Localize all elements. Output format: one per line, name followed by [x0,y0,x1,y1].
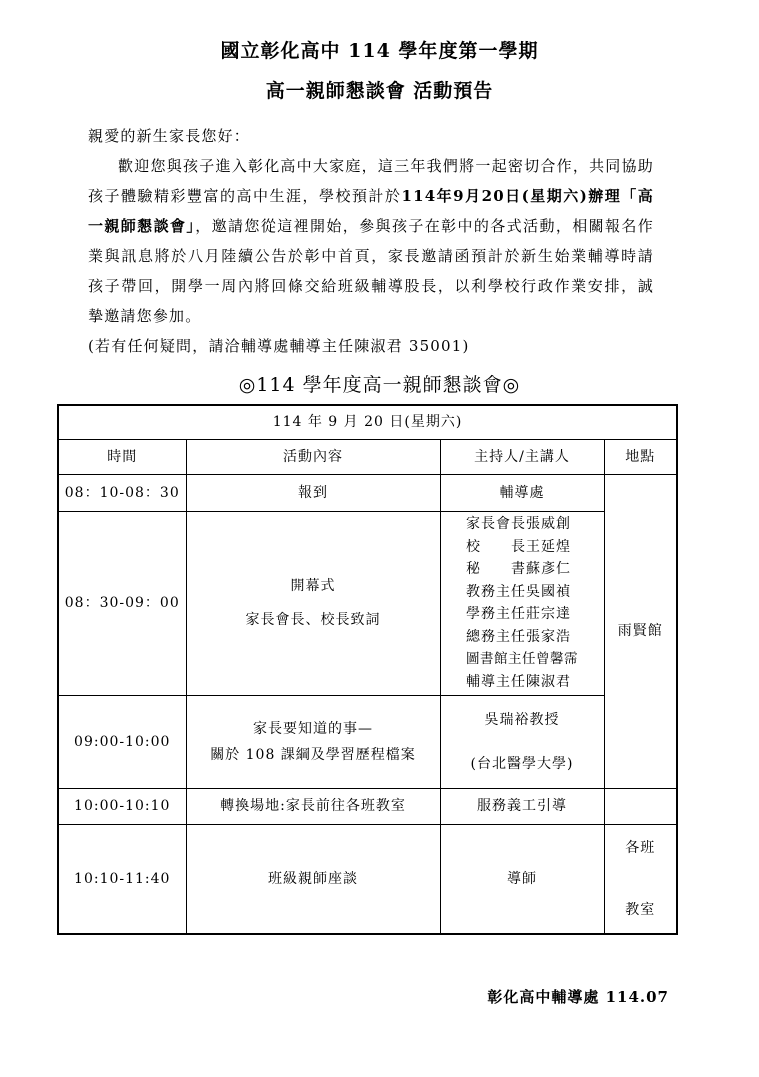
column-header-host: 主持人/主講人 [440,439,604,474]
row-time: 08：10-08：30 [58,474,186,511]
document-subtitle: 高一親師懇談會 活動預告 [265,80,494,102]
schedule-table [57,404,678,935]
footer-signature: 彰化高中輔導處 114.07 [487,988,669,1006]
host-line: (台北醫學大學) [470,755,574,772]
location-line: 各班 [625,839,656,856]
letter-greeting: 親愛的新生家長您好： [88,127,251,145]
activity-line: 開幕式 [290,578,336,594]
row-time: 10:00-10:10 [58,788,186,824]
row-host: 服務義工引導 [440,788,604,824]
column-header-activity: 活動內容 [186,439,440,474]
event-date-highlight: 114年9月20日(星期六)辦理「高一親師懇談會」 [88,187,654,235]
location-main: 雨賢館 [604,474,677,788]
row-activity [186,695,440,788]
row-time: 08：30-09：00 [58,511,186,695]
document-title: 國立彰化高中 114 學年度第一學期 [220,40,539,62]
row-host [440,695,604,788]
table-row [58,824,677,934]
row-host: 輔導處 [440,474,604,511]
activity-line: 家長要知道的事— [253,720,373,737]
header-row [58,439,677,474]
letter-text-part1: 歡迎您與孩子進入彰化高中大家庭，這三年我們將一起密切合作，共同協助孩子體驗精彩豐富的高中生涯，學校預計於 [88,157,654,205]
letter-body [88,121,654,361]
location-line: 教室 [625,901,656,918]
location-empty [604,788,677,824]
table-row [58,788,677,824]
row-time: 09:00-10:00 [58,695,186,788]
date-row: 114 年 9 月 20 日(星期六) [58,405,677,439]
host-name: 圖書館主任曾馨霈 [466,651,578,667]
row-activity [186,511,440,695]
host-name: 教務主任吳國禎 [466,583,571,600]
row-activity: 班級親師座談 [186,824,440,934]
table-row [58,474,677,511]
table-row [58,511,677,695]
column-header-time: 時間 [58,439,186,474]
host-name: 總務主任張家浩 [466,628,571,645]
schedule-title: ◎114 學年度高一親師懇談會◎ [238,374,521,396]
contact-note: (若有任何疑問，請洽輔導處輔導主任陳淑君 35001) [88,337,470,355]
host-name: 秘 書蘇彥仁 [466,561,571,577]
row-activity: 轉換場地:家長前往各班教室 [186,788,440,824]
row-host: 導師 [440,824,604,934]
row-activity: 報到 [186,474,440,511]
letter-text-part2: ，邀請您從這裡開始，參與孩子在彰中的各式活動，相關報名作業與訊息將於八月陸續公告於彰中首頁，家長邀請函預計於新生始業輔導時請孩子帶回，開學一周內將回條交給班級輔導股長，以利學校行政作業安排，誠摯邀請您參加。 [88,217,655,325]
activity-line: 關於 108 課綱及學習歷程檔案 [210,746,416,763]
host-name: 校 長王延煌 [466,538,571,555]
host-name: 學務主任莊宗達 [466,606,571,622]
activity-line: 家長會長、校長致詞 [245,612,381,628]
row-host-list [440,511,604,695]
host-name: 家長會長張威創 [466,516,571,532]
location-classroom [604,824,677,934]
table-row [58,695,677,788]
letter-paragraph [88,151,654,331]
host-line: 吳瑞裕教授 [484,711,560,728]
row-time: 10:10-11:40 [58,824,186,934]
host-name: 輔導主任陳淑君 [466,673,571,690]
column-header-location: 地點 [604,439,677,474]
